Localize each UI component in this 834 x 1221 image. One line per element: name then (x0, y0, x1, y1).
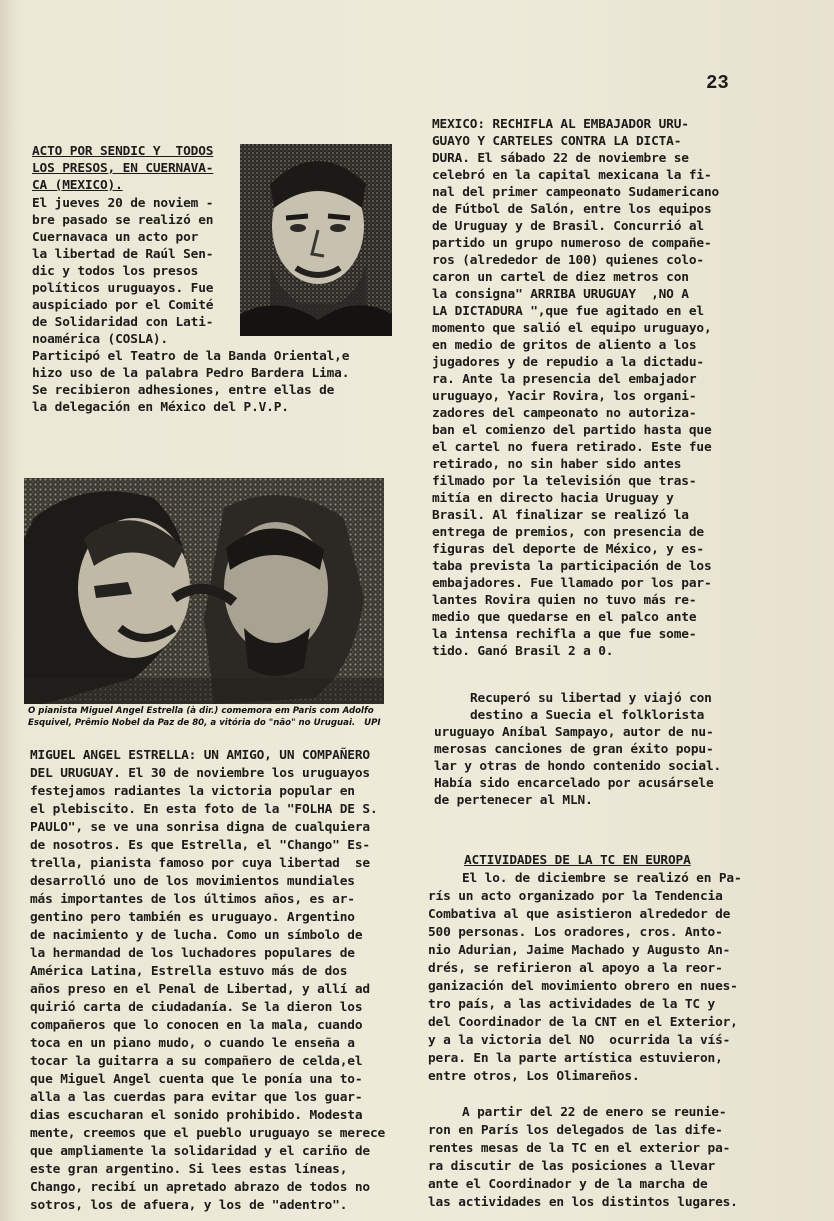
sampayo-line: uruguayo Aníbal Sampayo, autor de nu- (434, 725, 714, 740)
estrella-line: América Latina, Estrella estuvo más de dos (30, 964, 348, 979)
estrella-line: mente, creemos que el pueblo uruguayo se merece (30, 1126, 386, 1141)
estrella-line: trella, pianista famoso por cuya libertad se (30, 856, 370, 871)
mexico-line: DURA. El sábado 22 de noviembre se (432, 151, 689, 166)
sampayo-line: de pertenecer al MLN. (434, 793, 593, 808)
tc-line: entre otros, Los Olimareños. (428, 1069, 640, 1084)
estrella-line: que ampliamente la solidaridad y el cariño de (30, 1144, 370, 1159)
acto-heading-line-1: ACTO POR SENDIC Y TODOS (32, 144, 214, 159)
page-number: 23 (706, 72, 729, 94)
mexico-line: zadores del campeonato no autoriza- (432, 406, 697, 421)
sendic-portrait-drawing (240, 144, 392, 336)
tc-line: tro país, a las actividades de la TC y (428, 997, 716, 1012)
mexico-line: tido. Ganó Brasil 2 a 0. (432, 644, 614, 659)
estrella-line: de nosotros. Es que Estrella, el "Chango" Es- (30, 838, 370, 853)
tc-line: rís un acto organizado por la Tendencia (428, 889, 723, 904)
mexico-line: la consigna" ARRIBA URUGUAY ,NO A (432, 287, 689, 302)
estrella-line: años preso en el Penal de Libertad, y allí ad (30, 982, 370, 997)
acto-heading-line-2: LOS PRESOS, EN CUERNAVA- (32, 161, 214, 176)
acto-body-line: noamérica (COSLA). (32, 332, 168, 347)
tc-line: El lo. de diciembre se realizó en Pa- (462, 871, 742, 886)
estrella-line: este gran argentino. Si lees estas líneas, (30, 1162, 348, 1177)
tc-line: ganización del movimiento obrero en nues- (428, 979, 738, 994)
tc-line: ron en París los delegados de las dife- (428, 1123, 723, 1138)
acto-body-line: hizo uso de la palabra Pedro Bardera Lima. (32, 366, 350, 381)
mexico-line: mitía en directo hacia Uruguay y (432, 491, 674, 506)
photo-caption-line-1: O pianista Miguel Angel Estrella (à dir.) comemora em Paris com Adolfo (28, 706, 374, 716)
tc-line: 500 personas. Los oradores, cros. Anto- (428, 925, 723, 940)
estrella-line: que Miguel Angel cuenta que le ponía una to- (30, 1072, 363, 1087)
photo-caption-line-2: Esquivel, Prêmio Nobel da Paz de 80, a vitória do "não" no Uruguai. UPI (28, 718, 381, 728)
estrella-photo (24, 478, 384, 704)
estrella-photo-drawing (24, 478, 384, 704)
acto-body-line: de Solidaridad con Lati- (32, 315, 214, 330)
estrella-line: desarrolló uno de los movimientos mundiales (30, 874, 355, 889)
tc-line: rentes mesas de la TC en el exterior pa- (428, 1141, 731, 1156)
acto-body-line: Se recibieron adhesiones, entre ellas de (32, 383, 335, 398)
estrella-line: quirió carta de ciudadanía. Se la dieron los (30, 1000, 363, 1015)
mexico-line: LA DICTADURA ",que fue agitado en el (432, 304, 704, 319)
acto-body-line: políticos uruguayos. Fue (32, 281, 214, 296)
mexico-line: ra. Ante la presencia del embajador (432, 372, 697, 387)
mexico-line: lantes Rovira quien no tuvo más re- (432, 593, 697, 608)
tc-line: del Coordinador de la CNT en el Exterior, (428, 1015, 738, 1030)
estrella-line: sotros, los de afuera, y los de "adentro". (30, 1198, 348, 1213)
acto-body-line: la delegación en México del P.V.P. (32, 400, 289, 415)
acto-body-line: bre pasado se realizó en (32, 213, 214, 228)
sampayo-line: lar y otras de hondo contenido social. (434, 759, 722, 774)
mexico-line: taba prevista la participación de los (432, 559, 712, 574)
mexico-line: filmado por la televisión que tras- (432, 474, 697, 489)
mexico-line: el cartel no fuera retirado. Este fue (432, 440, 712, 455)
mexico-line: figuras del deporte de México, y es- (432, 542, 704, 557)
mexico-line: embajadores. Fue llamado por los par- (432, 576, 712, 591)
sampayo-line: merosas canciones de gran éxito popu- (434, 742, 714, 757)
estrella-line: tocar la guitarra a su compañero de celda,el (30, 1054, 363, 1069)
tc-line: ante el Coordinador y de la marcha de (428, 1177, 708, 1192)
sendic-portrait (240, 144, 392, 336)
mexico-line: en medio de gritos de aliento a los (432, 338, 697, 353)
mexico-line: ban el comienzo del partido hasta que (432, 423, 712, 438)
mexico-line: jugadores y de repudio a la dictadu- (432, 355, 704, 370)
mexico-line: la intensa rechifla a que fue some- (432, 627, 697, 642)
estrella-line: el plebiscito. En esta foto de la "FOLHA DE S. (30, 802, 378, 817)
mexico-line: celebró en la capital mexicana la fi- (432, 168, 712, 183)
estrella-line: MIGUEL ANGEL ESTRELLA: UN AMIGO, UN COMPAÑERO (30, 748, 370, 763)
mexico-line: nal del primer campeonato Sudamericano (432, 185, 720, 200)
mexico-line: de Fútbol de Salón, entre los equipos (432, 202, 712, 217)
tc-line: drés, se refirieron al apoyo a la reor- (428, 961, 723, 976)
tc-line: ra discutir de las posiciones a llevar (428, 1159, 716, 1174)
estrella-line: DEL URUGUAY. El 30 de noviembre los uruguayos (30, 766, 370, 781)
mexico-line: de Uruguay y de Brasil. Concurrió al (432, 219, 704, 234)
mexico-line: GUAYO Y CARTELES CONTRA LA DICTA- (432, 134, 682, 149)
sampayo-line: Había sido encarcelado por acusársele (434, 776, 714, 791)
mexico-line: momento que salió el equipo uruguayo, (432, 321, 712, 336)
mexico-line: medio que quedarse en el palco ante (432, 610, 697, 625)
estrella-line: toca en un piano mudo, o cuando le enseña a (30, 1036, 355, 1051)
mexico-line: retirado, no sin haber sido antes (432, 457, 682, 472)
sampayo-line: destino a Suecia el folklorista (470, 708, 705, 723)
estrella-line: compañeros que lo conocen en la mala, cuando (30, 1018, 363, 1033)
estrella-line: de nacimiento y de lucha. Como un símbolo de (30, 928, 363, 943)
estrella-line: alla a las cuerdas para evitar que los guar- (30, 1090, 363, 1105)
acto-body-line: Cuernavaca un acto por (32, 230, 199, 245)
acto-heading-line-3: CA (MEXICO). (32, 178, 123, 193)
estrella-line: Chango, recibí un apretado abrazo de todos no (30, 1180, 370, 1195)
estrella-line: dias escucharan el sonido prohibido. Modesta (30, 1108, 363, 1123)
mexico-line: entrega de premios, con presencia de (432, 525, 704, 540)
tc-line: las actividades en los distintos lugares. (428, 1195, 738, 1210)
tc-europa-heading: ACTIVIDADES DE LA TC EN EUROPA (464, 853, 691, 868)
estrella-line: más importantes de los últimos años, es ar- (30, 892, 355, 907)
acto-body-line: la libertad de Raúl Sen- (32, 247, 214, 262)
mexico-line: Brasil. Al finalizar se realizó la (432, 508, 689, 523)
tc-line: Combativa al que asistieron alrededor de (428, 907, 731, 922)
acto-body-line: Participó el Teatro de la Banda Oriental,e (32, 349, 350, 364)
estrella-line: PAULO", se ve una sonrisa digna de cualquiera (30, 820, 370, 835)
acto-body-line: dic y todos los presos (32, 264, 199, 279)
tc-line: pera. En la parte artística estuvieron, (428, 1051, 723, 1066)
estrella-line: festejamos radiantes la victoria popular en (30, 784, 355, 799)
mexico-line: partido un grupo numeroso de compañe- (432, 236, 712, 251)
tc-line: nio Adurian, Jaime Machado y Augusto An- (428, 943, 731, 958)
estrella-line: la hermandad de los luchadores populares de (30, 946, 355, 961)
mexico-line: MEXICO: RECHIFLA AL EMBAJADOR URU- (432, 117, 689, 132)
mexico-line: uruguayo, Yacir Rovira, los organi- (432, 389, 697, 404)
mexico-line: ros (alrededor de 100) quienes colo- (432, 253, 704, 268)
mexico-line: caron un cartel de diez metros con (432, 270, 689, 285)
tc-line: A partir del 22 de enero se reunie- (462, 1105, 727, 1120)
acto-body-line: El jueves 20 de noviem - (32, 196, 214, 211)
estrella-line: gentino pero también es uruguayo. Argentino (30, 910, 355, 925)
sampayo-line: Recuperó su libertad y viajó con (470, 691, 712, 706)
acto-body-line: auspiciado por el Comité (32, 298, 214, 313)
tc-line: y a la victoria del NO ocurrida la víś- (428, 1033, 731, 1048)
